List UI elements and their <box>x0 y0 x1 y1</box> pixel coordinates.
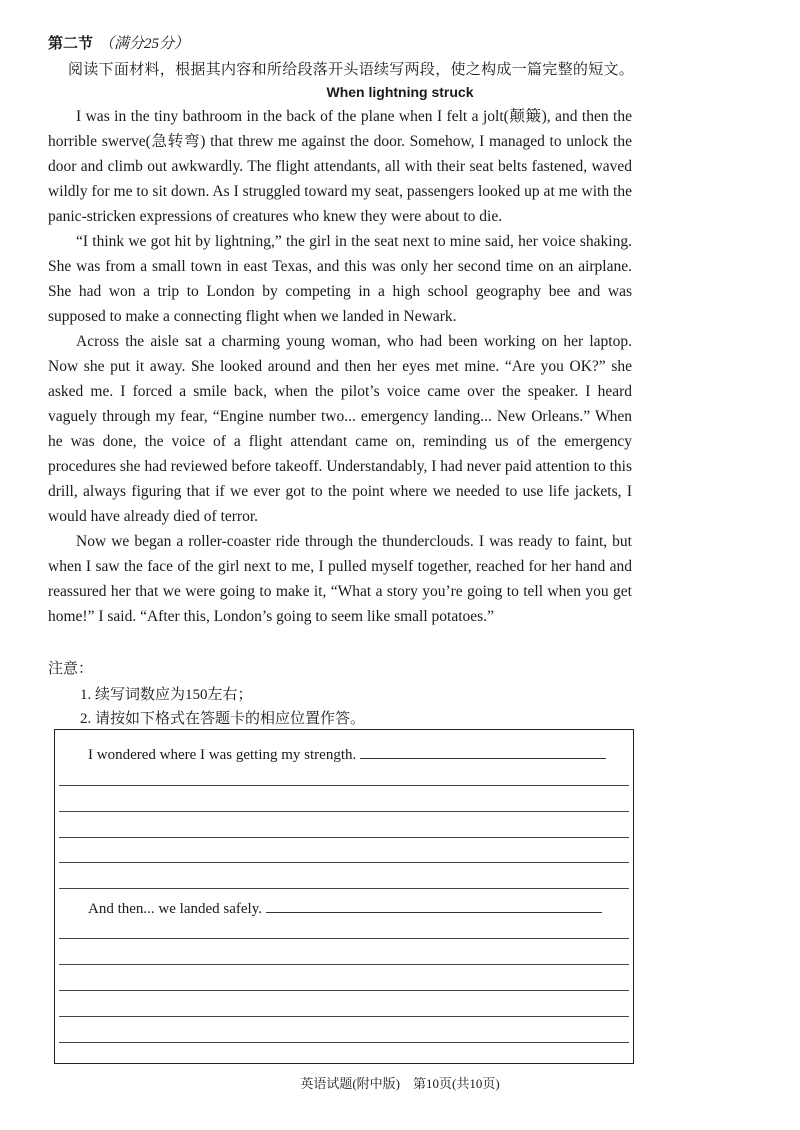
note-item-2: 2. 请按如下格式在答题卡的相应位置作答。 <box>80 711 366 727</box>
writing-line[interactable] <box>59 1042 629 1043</box>
paragraph-1-opening <box>88 744 606 764</box>
notes-title: 注意： <box>48 661 94 677</box>
section-score: （满分25分） <box>99 36 190 52</box>
answer-box <box>54 729 634 1064</box>
passage-paragraph-4: Now we began a roller-coaster ride through the thunderclouds. I was ready to faint, but when I saw the face of the girl next to me, I pulled myself together, reached for her hand and reassured her that we were going to make it, “What a story you’re going to tell when you get home!” I said. “After this, London’s going to seem like small potatoes.” <box>48 533 632 625</box>
writing-line[interactable] <box>59 785 629 786</box>
section-label: 第二节 <box>48 36 94 52</box>
writing-line[interactable] <box>59 938 629 939</box>
passage-body <box>48 104 632 629</box>
writing-line[interactable] <box>360 744 606 759</box>
writing-line[interactable] <box>59 990 629 991</box>
writing-line[interactable] <box>266 898 602 913</box>
page-footer: 英语试题(附中版) 第10页(共10页) <box>300 1076 500 1091</box>
paragraph-2-opening-text: And then... we landed safely. <box>88 901 262 917</box>
passage-paragraph-1: I was in the tiny bathroom in the back of the plane when I felt a jolt(颠簸), and then the horrible swerve(急转弯) that threw me against the door. Somehow, I managed to unlock the door and climb out awkwardly. The flight attendants, all with their seat belts fastened, waved wildly for me to sit down. As I struggled toward my seat, passengers looked up at me with the panic-stricken expressions of creatures who knew they were about to die. <box>48 108 632 225</box>
writing-line[interactable] <box>59 837 629 838</box>
writing-line[interactable] <box>59 811 629 812</box>
note-item-1: 1. 续写词数应为150左右； <box>80 687 253 703</box>
paragraph-2-opening <box>88 898 602 918</box>
writing-line[interactable] <box>59 862 629 863</box>
passage-paragraph-2: “I think we got hit by lightning,” the girl in the seat next to mine said, her voice shaking. She was from a small town in east Texas, and this was only her second time on an airplane. She had won a trip to London by competing in a high school geography bee and was supposed to make a connecting flight when we landed in Newark. <box>48 233 632 325</box>
paragraph-1-opening-text: I wondered where I was getting my strength. <box>88 747 357 763</box>
writing-line[interactable] <box>59 964 629 965</box>
writing-line[interactable] <box>59 1016 629 1017</box>
passage-paragraph-3: Across the aisle sat a charming young woman, who had been working on her laptop. Now she put it away. She looked around and then her eyes met mine. “Are you OK?” she asked me. I forced a smile back, when the pilot’s voice came over the speaker. I heard vaguely through my fear, “Engine number two... emergency landing... New Orleans.” When he was done, the voice of a flight attendant came on, reminding us of the emergency procedures she had reviewed before takeoff. Understandably, I had never paid attention to this drill, always figuring that if we ever got to the point where we needed to use life jackets, I would have already died of terror. <box>48 333 632 525</box>
section-heading <box>48 32 189 53</box>
passage-title: When lightning struck <box>326 84 474 100</box>
task-instruction: 阅读下面材料，根据其内容和所给段落开头语续写两段，使之构成一篇完整的短文。 <box>68 62 635 78</box>
writing-line[interactable] <box>59 888 629 889</box>
